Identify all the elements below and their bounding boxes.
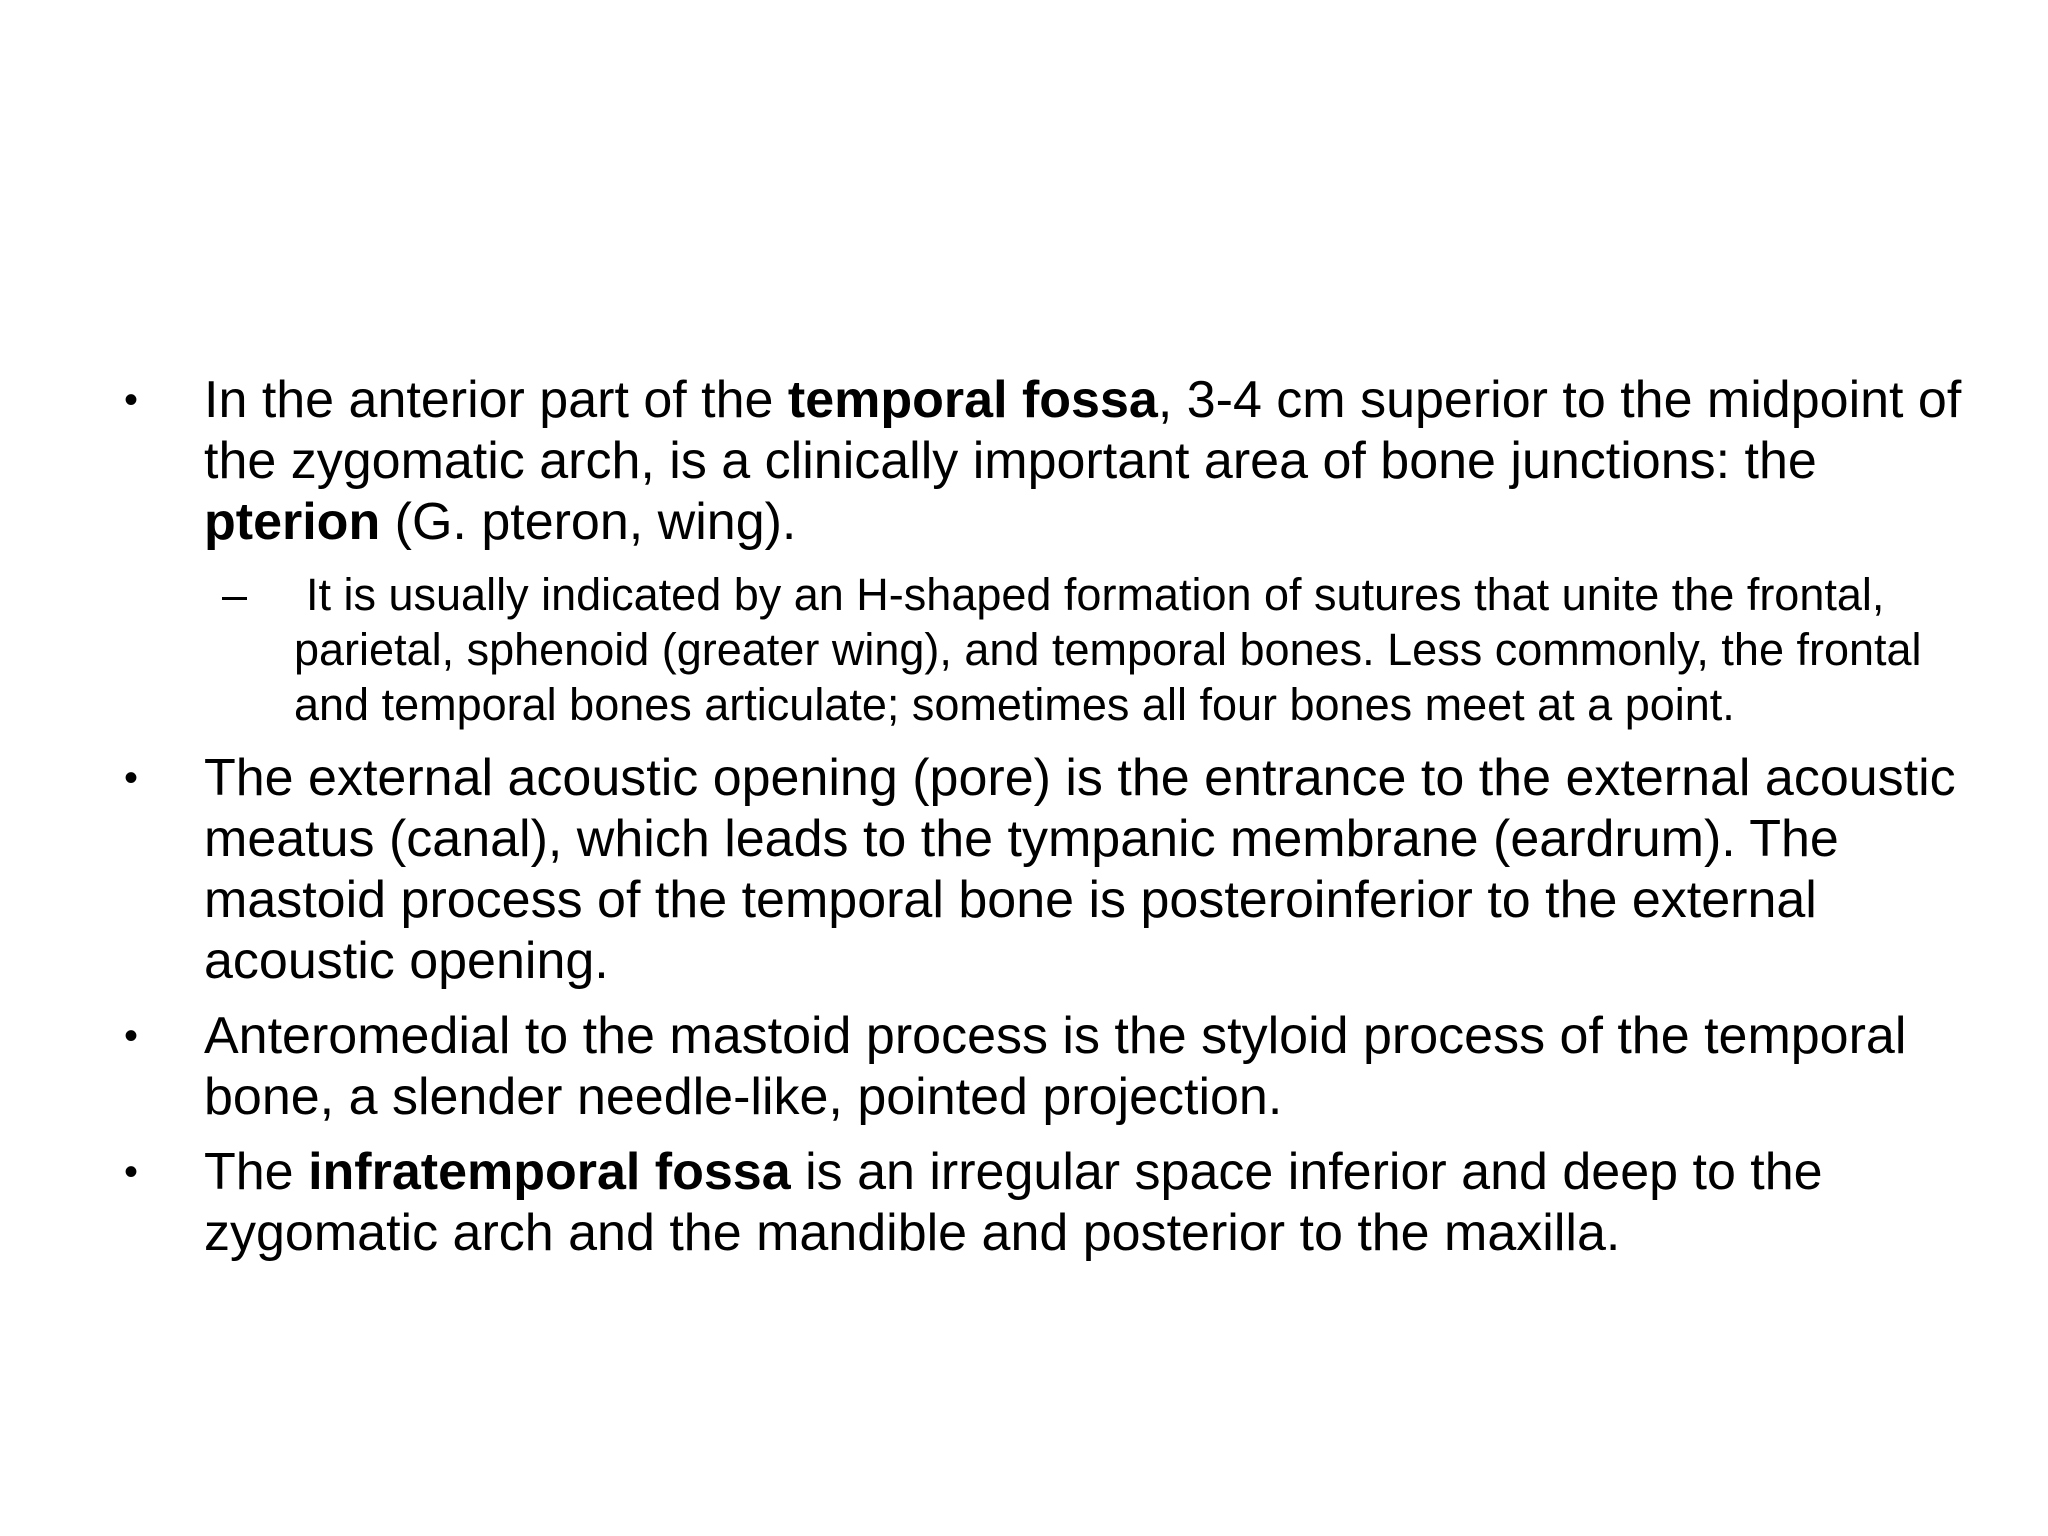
bullet-marker: • <box>124 756 139 800</box>
bold-term-infratemporal-fossa: infratemporal fossa <box>308 1143 791 1201</box>
bullet-infratemporal <box>120 1142 1980 1264</box>
bullet-marker: • <box>124 378 139 422</box>
bullet-pterion <box>120 370 1980 553</box>
bullet-text <box>204 371 1961 551</box>
text-run: , 3-4 cm superior to the midpoint of the zygomatic arch, is a clinically important area of bone junctions: the <box>204 371 1962 490</box>
sub-bullet-h-shaped <box>120 567 1980 732</box>
text-run: The <box>204 1143 309 1201</box>
bullet-marker: • <box>124 1150 139 1194</box>
bullet-text: The external acoustic opening (pore) is the entrance to the external acoustic meatus (canal), which leads to the tympanic membrane (eardrum). The mastoid process of the temporal bone is posteroinferior to the external acoustic opening. <box>204 749 1956 990</box>
bullet-text: Anteromedial to the mastoid process is the styloid process of the temporal bone, a slender needle-like, pointed projection. <box>204 1007 1907 1126</box>
bold-term-temporal-fossa: temporal fossa <box>787 371 1158 429</box>
text-run: In the anterior part of the <box>204 371 788 429</box>
bullet-external-acoustic <box>120 748 1980 992</box>
bullet-marker: • <box>124 1014 139 1058</box>
bullet-styloid <box>120 1006 1980 1128</box>
dash-marker: – <box>222 569 248 620</box>
text-run: is an irregular space inferior and deep to the zygomatic arch and the mandible and posterior to the maxilla. <box>204 1143 1823 1262</box>
bullet-list <box>120 370 1980 1278</box>
text-run: (G. pteron, wing). <box>380 493 797 551</box>
bullet-text <box>204 1143 1823 1262</box>
sub-bullet-text: It is usually indicated by an H-shaped formation of sutures that unite the frontal, parietal, sphenoid (greater wing), and temporal bones. Less commonly, the frontal and temporal bones articulate; sometimes all four bones meet at a point. <box>294 569 1922 730</box>
bold-term-pterion: pterion <box>204 493 381 551</box>
